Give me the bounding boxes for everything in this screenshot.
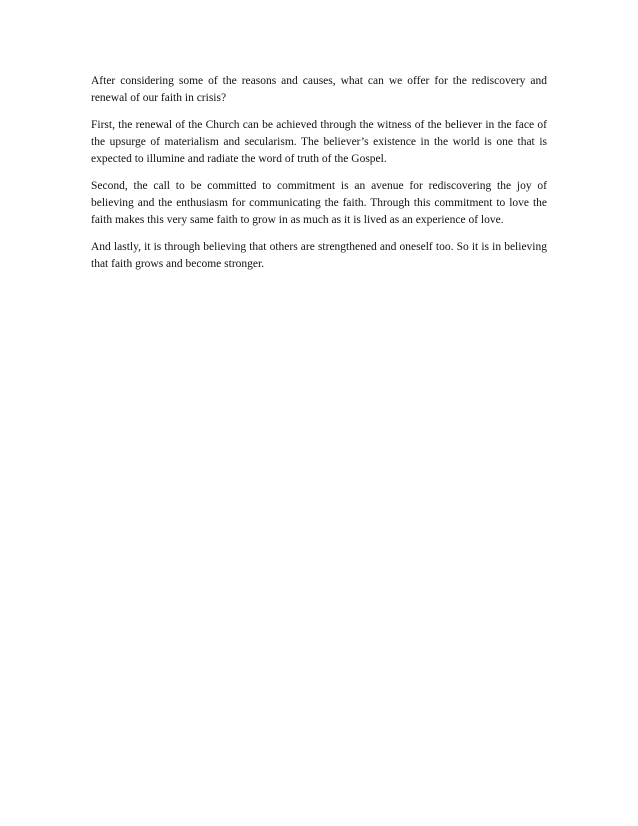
paragraph-lastly: And lastly, it is through believing that others are strengthened and oneself too. So it is in believing that faith grows and become stronger. [91,241,547,270]
document-body [91,73,547,283]
paragraph-first: First, the renewal of the Church can be achieved through the witness of the believer in the face of the upsurge of materialism and secularism. The believer’s existence in the world is one that is expected to illumine and radiate the word of truth of the Gospel. [91,119,547,165]
paragraph-second: Second, the call to be committed to commitment is an avenue for rediscovering the joy of believing and the enthusiasm for communicating the faith. Through this commitment to love the faith makes this very same faith to grow in as much as it is lived as an experience of love. [91,180,547,226]
paragraph-intro: After considering some of the reasons and causes, what can we offer for the rediscovery and renewal of our faith in crisis? [91,75,547,104]
